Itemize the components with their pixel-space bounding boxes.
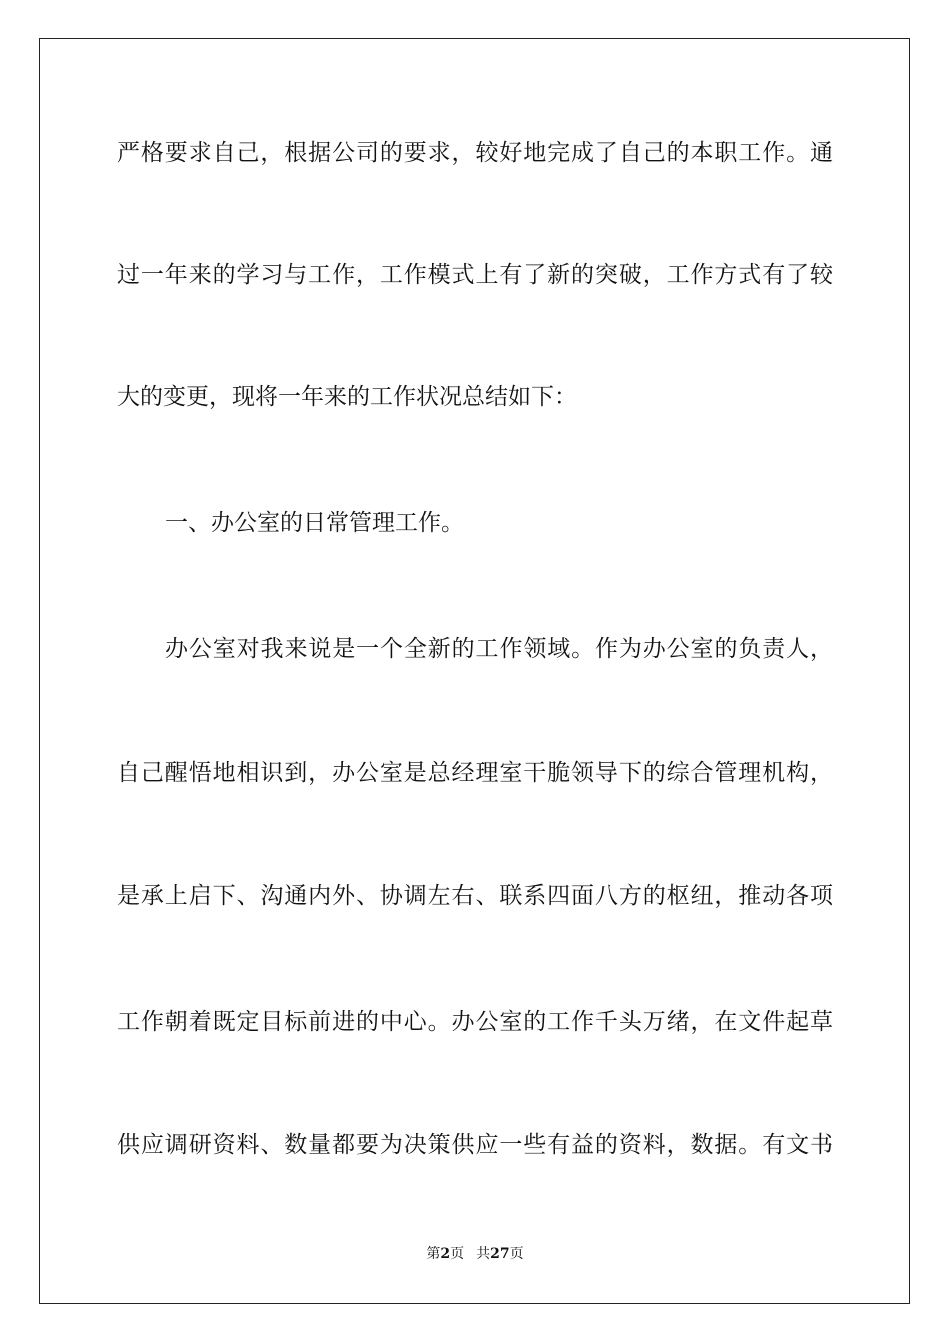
body-line-2: 过一年来的学习与工作，工作模式上有了新的突破，工作方式有了较 — [117, 262, 833, 288]
section-heading: 一、办公室的日常管理工作。 — [165, 510, 464, 536]
footer-total-suffix: 页 — [509, 1246, 524, 1262]
body-line-6: 自己醒悟地相识到，办公室是总经理室干脆领导下的综合管理机构， — [117, 760, 833, 786]
footer-page-number: 2 — [440, 1246, 451, 1262]
footer-page-prefix: 第 — [426, 1246, 441, 1262]
footer-total-pages: 27 — [490, 1246, 510, 1262]
footer-total-prefix: 共 — [476, 1246, 491, 1262]
footer-page-suffix: 页 — [450, 1246, 465, 1262]
body-line-7: 是承上启下、沟通内外、协调左右、联系四面八方的枢纽，推动各项 — [117, 883, 833, 909]
body-line-8: 工作朝着既定目标前进的中心。办公室的工作千头万绪，在文件起草 — [117, 1009, 833, 1035]
page-border — [39, 38, 910, 1304]
body-line-3: 大的变更，现将一年来的工作状况总结如下： — [117, 384, 577, 410]
body-line-9: 供应调研资料、数量都要为决策供应一些有益的资料，数据。有文书 — [117, 1132, 833, 1158]
body-line-1: 严格要求自己，根据公司的要求，较好地完成了自己的本职工作。通 — [117, 140, 833, 166]
page-footer — [0, 1244, 950, 1264]
body-line-5: 办公室对我来说是一个全新的工作领域。作为办公室的负责人， — [165, 636, 833, 662]
